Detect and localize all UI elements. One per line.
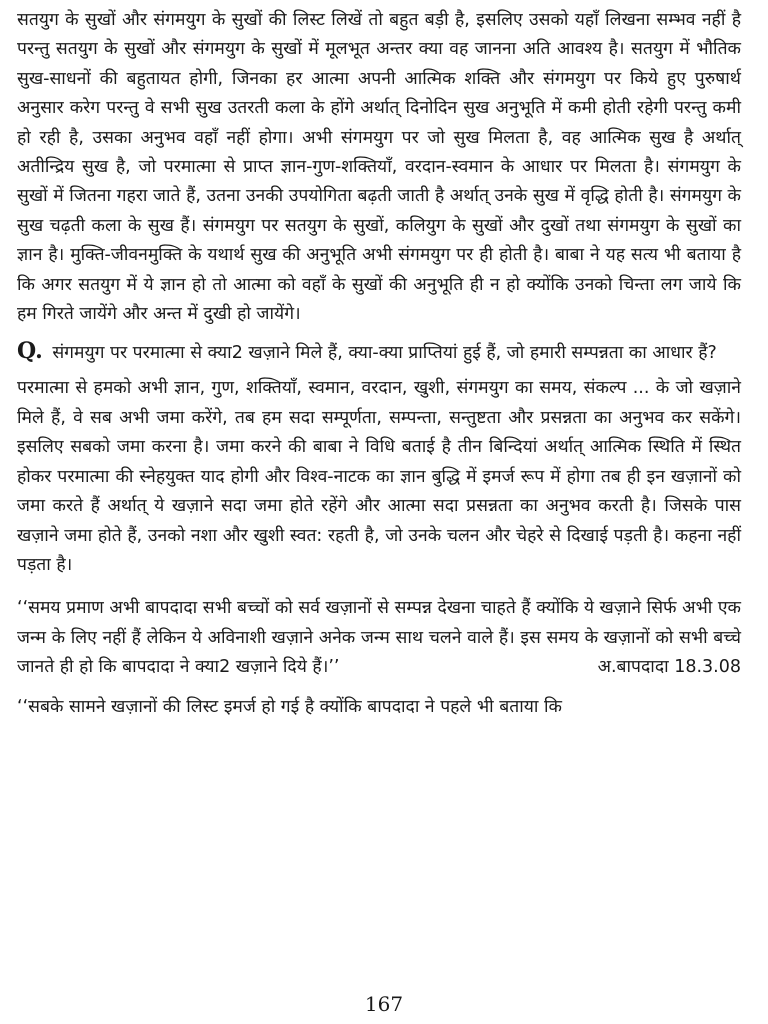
quote-paragraph-continued: ‘‘सबके सामने खज़ानों की लिस्ट इमर्ज हो गई है क्योंकि बापदादा ने पहले भी बताया कि bbox=[17, 696, 562, 717]
body-paragraph-satyug-sangamyug: सतयुग के सुखों और संगमयुग के सुखों की लिस्ट लिखें तो बहुत बड़ी है, इसलिए उसको यहाँ लिखना सम्भव नहीं है परन्तु सतयुग के सुखों और संगमयुग के सुखों में मूलभूत अन्तर क्या वह जानना अति आवश्य है। सतयुग में भौतिक सुख-साधनों की बहुतायत होगी, जिनका हर आत्मा अपनी आत्मिक शक्ति और संगमयुग पर किये हुए पुरुषार्थ अनुसार करेग परन्तु वे सभी सुख उतरती कला के होंगे अर्थात् दिनोदिन सुख अनुभूति में कमी होती रहेगी परन्तु कमी हो रही है, उसका अनुभव वहाँ नहीं होगा। अभी संगमयुग पर जो सुख मिलता है, वह आत्मिक सुख है अर्थात् अतीन्द्रिय सुख है, जो परमात्मा से प्राप्त ज्ञान-गुण-शक्तियाँ, वरदान-स्वमान के आधार पर मिलता है। संगमयुग के सुखों में जितना गहरा जाते हैं, उतना उनकी उपयोगिता बढ़ती जाती है अर्थात् उनके सुख में वृद्धि होती है। संगमयुग के सुख चढ़ती कला के सुख हैं। संगमयुग पर सतयुग के सुखों, कलियुग के सुखों और दुखों तथा संगमयुग के सुखों का ज्ञान है। मुक्ति-जीवनमुक्ति के यथार्थ सुख की अनुभूति अभी संगमयुग पर ही होती है। बाबा ने यह सत्य भी बताया है कि अगर सतयुग में ये ज्ञान हो तो आत्मा को वहाँ के सुखों की अनुभूति ही न हो क्योंकि उनको चिन्ता लग जाये कि हम गिरते जायेंगे और अन्त में दुखी हो जायेंगे। bbox=[17, 10, 741, 325]
question-text: संगमयुग पर परमात्मा से क्या2 खज़ाने मिले हैं, क्या-क्या प्राप्तियां हुई हैं, जो हमारी सम्पन्नता का आधार हैं? bbox=[52, 343, 717, 364]
quote-paragraph bbox=[17, 594, 741, 682]
page-number: 167 bbox=[364, 992, 404, 1016]
answer-paragraph: परमात्मा से हमको अभी ज्ञान, गुण, शक्तियाँ, स्वमान, वरदान, खुशी, संगमयुग का समय, संकल्प ... के जो खज़ाने मिले हैं, वे सब अभी जमा करेंगे, तब हम सदा सम्पूर्णता, सम्पन्ता, सन्तुष्टता और प्रसन्नता का अनुभव कर सकेंगे। इसलिए सबको जमा करना है। जमा करने की बाबा ने विधि बताई है तीन बिन्दियां अर्थात् आत्मिक स्थिति में स्थित होकर परमात्मा की स्नेहयुक्त याद होगी और विश्व-नाटक का ज्ञान बुद्धि में इमर्ज रूप में होगा तब ही इन खज़ानों को जमा करते हैं अर्थात् ये खज़ाने सदा जमा होते रहेंगे और आत्मा सदा प्रसन्नता का अनुभव करती है। जिसके पास खज़ाने जमा होते हैं, उनको नशा और खुशी स्वत: रहती है, जो उनके चलन और चेहरे से दिखाई पड़ती है। कहना नहीं पड़ता है। bbox=[17, 378, 741, 575]
question-paragraph bbox=[17, 337, 741, 368]
page-content bbox=[17, 6, 741, 722]
quote-source: अ.बापदादा 18.3.08 bbox=[597, 657, 741, 678]
question-label: Q. bbox=[17, 338, 43, 365]
quote-text: ‘‘समय प्रमाण अभी बापदादा सभी बच्चों को सर्व खज़ानों से सम्पन्न देखना चाहते हैं क्योंकि ये खज़ाने सिर्फ अभी एक जन्म के लिए नहीं हैं लेकिन ये अविनाशी खज़ाने अनेक जन्म साथ चलने वाले हैं। इस समय के खज़ानों को सभी बच्चे जानते ही हो कि बापदादा ने क्या2 खज़ाने दिये हैं।’’ bbox=[17, 598, 741, 678]
